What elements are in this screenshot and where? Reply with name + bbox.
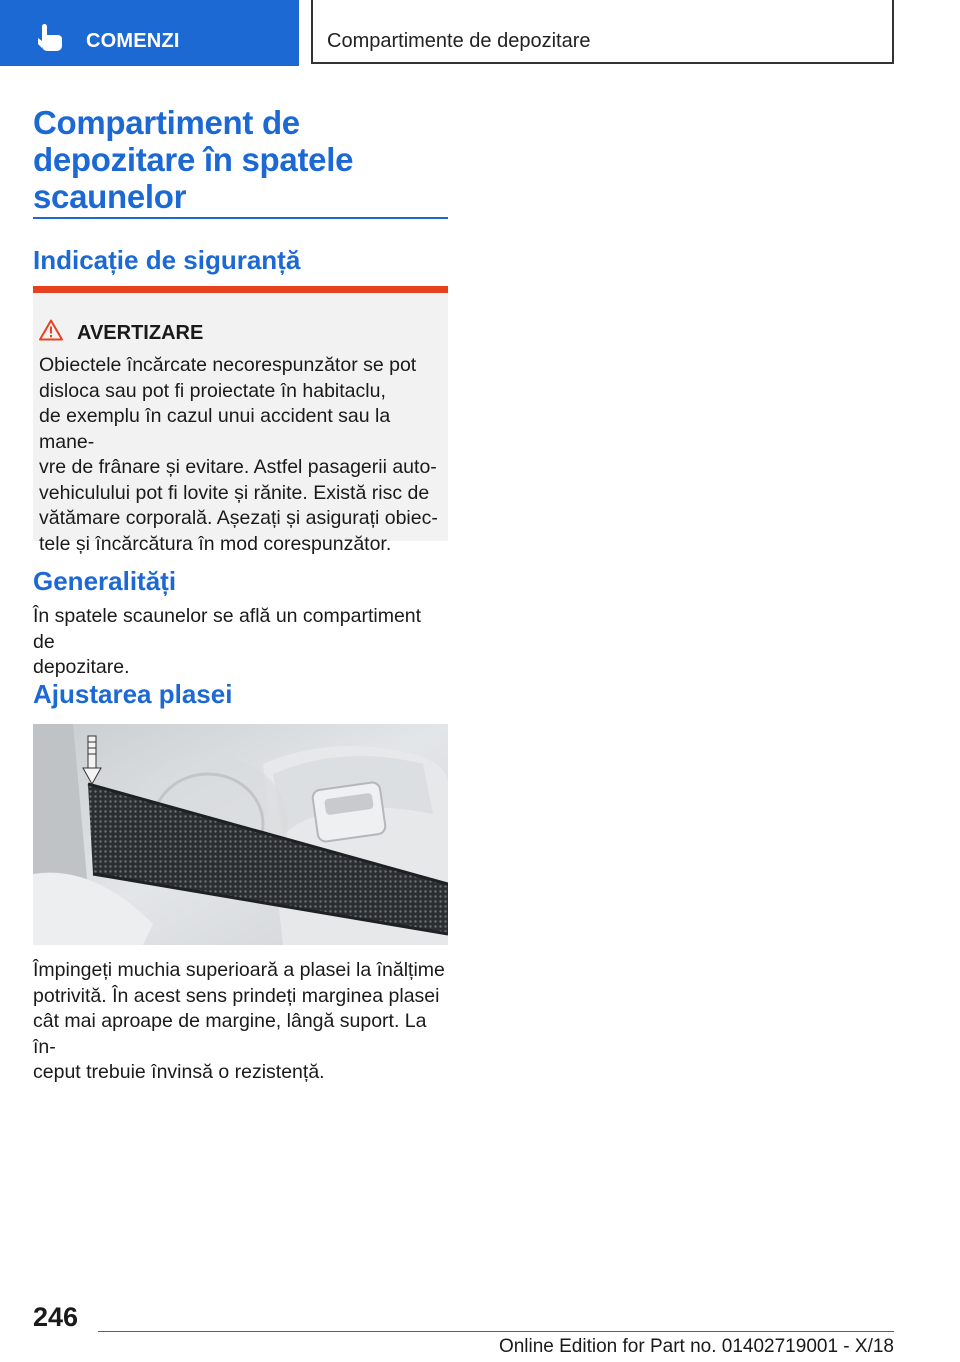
adjust-line: cât mai aproape de margine, lângă suport. La în- <box>33 1010 427 1058</box>
warning-line: vehiculului pot fi lovite și rănite. Există risc de <box>39 481 430 504</box>
chapter-tab-label: COMENZI <box>86 30 180 52</box>
general-line: În spatele scaunelor se află un compartiment de <box>33 605 422 653</box>
warning-box <box>33 286 448 555</box>
adjust-text <box>33 958 448 1086</box>
storage-net-photo <box>33 724 448 945</box>
warning-line: tele și încărcătura în mod corespunzător. <box>39 532 392 555</box>
warning-triangle-icon <box>39 319 63 341</box>
adjust-line: ceput trebuie învinsă o rezistență. <box>33 1061 325 1083</box>
adjust-line: potrivită. În acest sens prindeți marginea plasei <box>33 984 440 1007</box>
general-line: depozitare. <box>33 656 130 678</box>
warning-label: AVERTIZARE <box>77 322 204 344</box>
adjust-line: Împingeți muchia superioară a plasei la înălțime <box>33 959 445 981</box>
section-header-title: Compartimente de depozitare <box>327 30 591 52</box>
warning-line: Obiectele încărcate necorespunzător se pot <box>39 354 417 376</box>
hand-pointer-icon <box>36 22 64 52</box>
safety-heading: Indicație de siguranță <box>33 245 301 275</box>
general-heading: Generalități <box>33 566 177 596</box>
page-title-line: scaunelor <box>33 178 187 215</box>
page-title-line: depozitare în spatele <box>33 141 354 178</box>
warning-line: disloca sau pot fi proiectate în habitaclu, <box>39 379 386 402</box>
page-number: 246 <box>33 1302 79 1332</box>
general-text <box>33 604 448 681</box>
warning-line: de exemplu în cazul unui accident sau la mane- <box>39 405 391 453</box>
section-header <box>311 0 894 64</box>
chapter-tab[interactable] <box>0 0 299 66</box>
footer-edition: Online Edition for Part no. 01402719001 - X/18 <box>498 1336 894 1357</box>
adjust-heading: Ajustarea plasei <box>33 679 233 709</box>
warning-line: vătămare corporală. Așezați și asigurați obiec- <box>39 507 438 529</box>
page-title <box>33 104 453 215</box>
footer-divider <box>98 1331 894 1332</box>
warning-text <box>39 353 449 557</box>
warning-line: vre de frânare și evitare. Astfel pasagerii auto- <box>39 456 437 478</box>
title-divider <box>33 217 448 219</box>
page-title-line: Compartiment de <box>33 104 300 141</box>
